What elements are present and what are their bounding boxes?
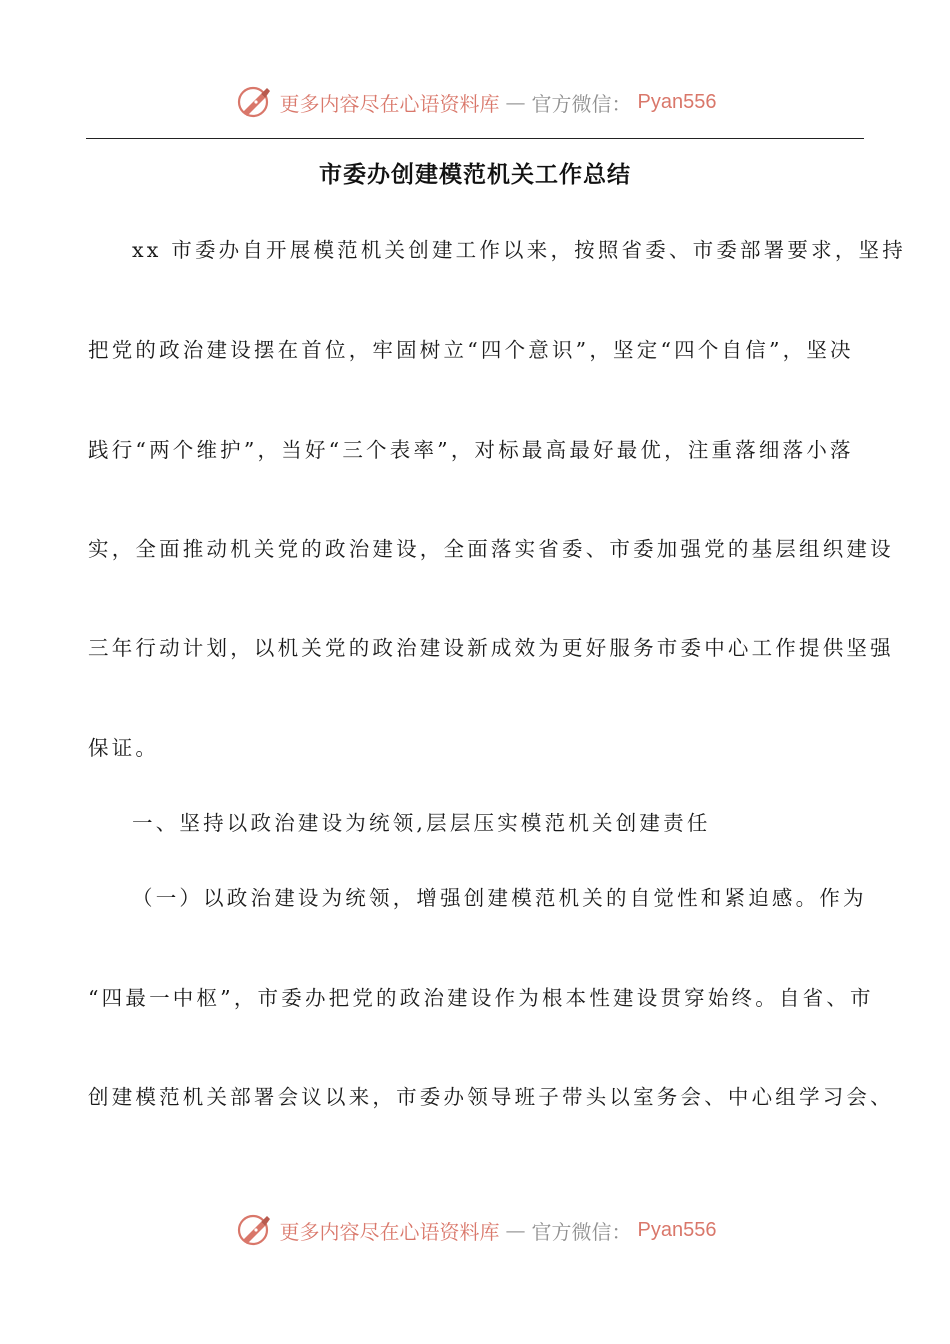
body-line: 创建模范机关部署会议以来，市委办领导班子带头以室务会、中心组学习会、 (88, 1085, 894, 1109)
header-banner (0, 80, 950, 124)
body-line: xx 市委办自开展模范机关创建工作以来，按照省委、市委部署要求，坚持 (132, 238, 906, 262)
document-title: 市委办创建模范机关工作总结 (319, 162, 631, 188)
banner-brand-text: 更多内容尽在心语资料库 (279, 1219, 500, 1244)
pen-nib-logo-icon (234, 82, 274, 122)
header-divider (86, 138, 864, 139)
banner-official-label: 官方微信： (531, 1219, 632, 1244)
banner-dash: — (505, 90, 526, 114)
body-line: 把党的政治建设摆在首位，牢固树立“四个意识”，坚定“四个自信”，坚决 (88, 338, 854, 362)
banner-official-label: 官方微信： (531, 91, 632, 116)
pen-nib-logo-icon (234, 1210, 274, 1250)
banner-dash: — (505, 1218, 526, 1242)
body-line: 践行“两个维护”，当好“三个表率”，对标最高最好最优，注重落细落小落 (88, 438, 854, 462)
body-line: 实，全面推动机关党的政治建设，全面落实省委、市委加强党的基层组织建设 (88, 537, 894, 561)
banner-wechat-id: Pyan556 (637, 90, 717, 113)
banner-brand-text: 更多内容尽在心语资料库 (279, 91, 500, 116)
footer-banner (0, 1208, 950, 1252)
banner-wechat-id: Pyan556 (637, 1218, 717, 1241)
section-heading: 一、坚持以政治建设为统领,层层压实模范机关创建责任 (132, 811, 711, 835)
body-line: （一）以政治建设为统领，增强创建模范机关的自觉性和紧迫感。作为 (132, 886, 867, 910)
body-line: “四最一中枢”，市委办把党的政治建设作为根本性建设贯穿始终。自省、市 (88, 986, 874, 1010)
body-line: 保证。 (88, 736, 160, 760)
body-line: 三年行动计划，以机关党的政治建设新成效为更好服务市委中心工作提供坚强 (88, 636, 894, 660)
